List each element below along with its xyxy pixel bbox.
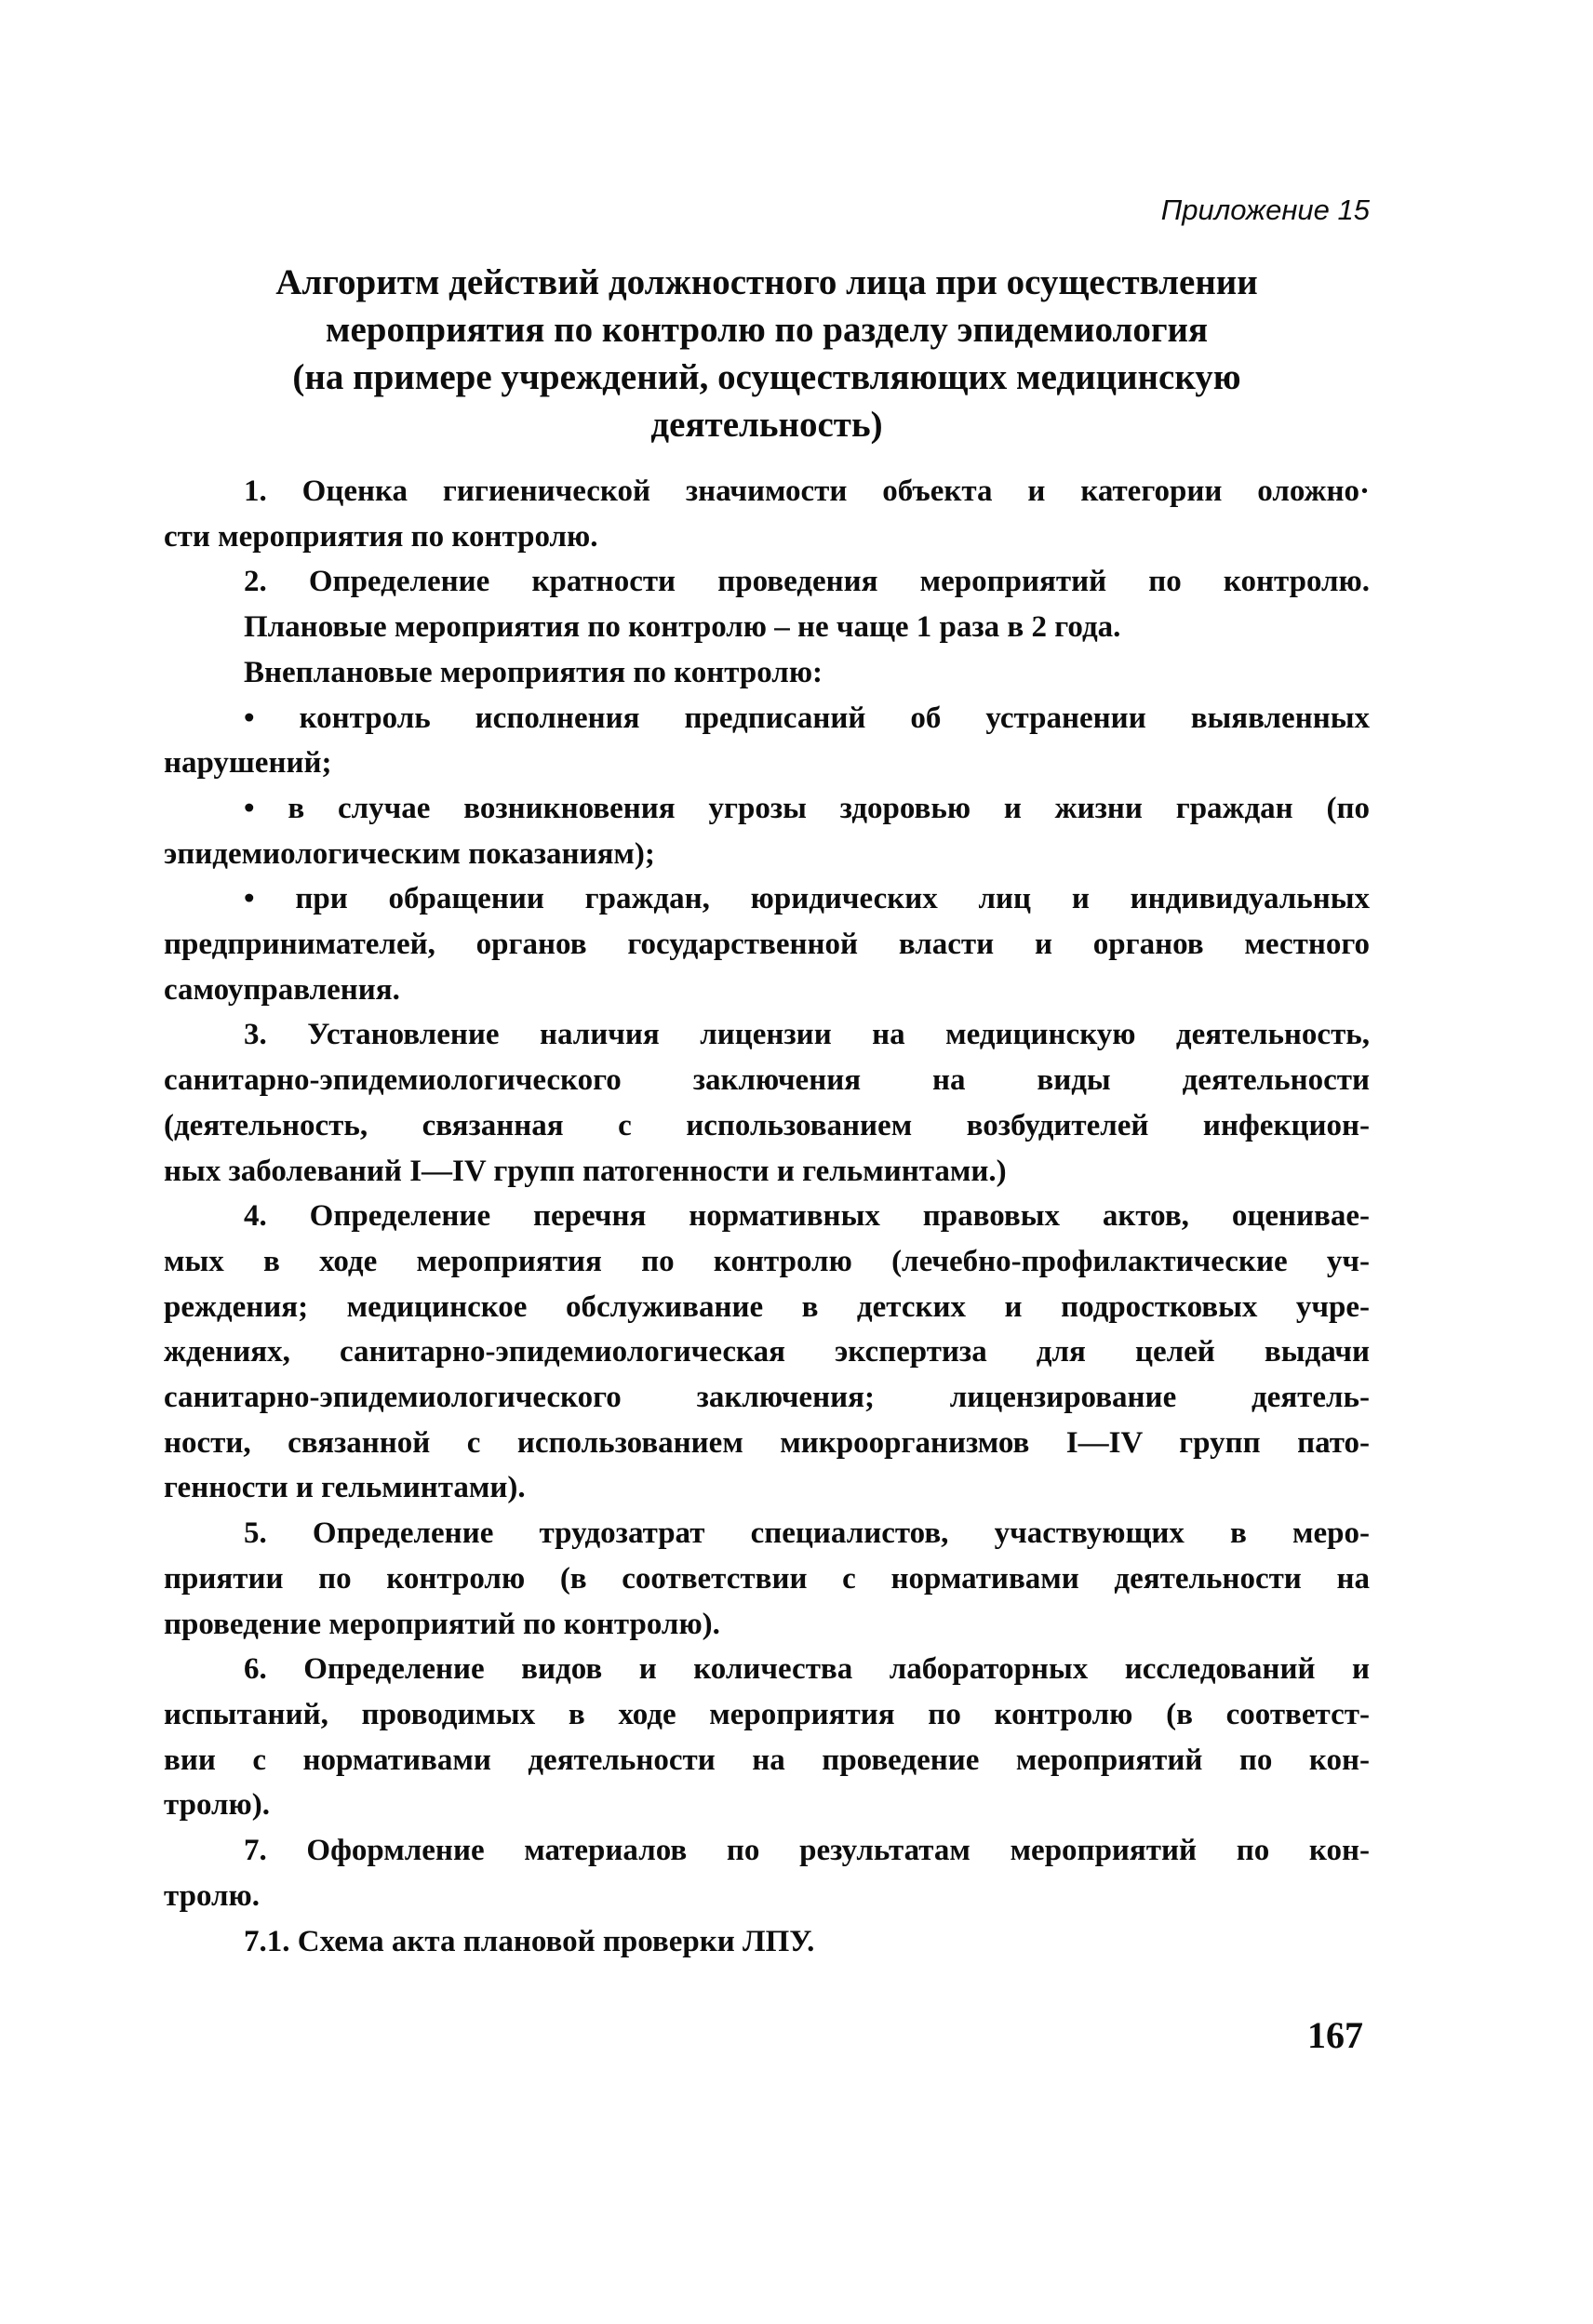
- document-body: [164, 469, 1370, 1964]
- text-line: Плановые мероприятия по контролю – не чаще 1 раза в 2 года.: [244, 610, 1121, 645]
- text-line: тролю.: [164, 1878, 261, 1913]
- text-line: 2. Определение кратности проведения мероприятий по контролю.: [244, 565, 1370, 599]
- text-line: сти мероприятия по контролю.: [164, 519, 598, 554]
- text-line: 6. Определение видов и количества лабораторных исследований и: [244, 1652, 1370, 1687]
- bullet-line: • контроль исполнения предписаний об устранении выявленных: [244, 701, 1370, 735]
- text-line: Внеплановые мероприятия по контролю:: [244, 655, 823, 689]
- text-line: ных заболеваний I—IV групп патогенности и гельминтами.): [164, 1154, 1007, 1188]
- title-line: деятельность): [650, 405, 883, 445]
- text-line: 7.1. Схема акта плановой проверки ЛПУ.: [244, 1924, 815, 1958]
- text-line: (деятельность, связанная с использованием возбудителей инфекцион-: [164, 1108, 1370, 1142]
- title-line: (на примере учреждений, осуществляющих медицинскую: [292, 357, 1241, 397]
- text-line: испытаний, проводимых в ходе мероприятия по контролю (в соответст-: [164, 1697, 1370, 1731]
- bullet-line: • при обращении граждан, юридических лиц и индивидуальных: [244, 882, 1370, 916]
- text-line: предпринимателей, органов государственной власти и органов местного: [164, 928, 1370, 962]
- text-line: тролю).: [164, 1788, 271, 1823]
- text-line: проведение мероприятий по контролю).: [164, 1607, 720, 1641]
- appendix-label: Приложение 15: [1160, 194, 1370, 226]
- text-line: вии с нормативами деятельности на проведение мероприятий по кон-: [164, 1743, 1370, 1777]
- text-line: ности, связанной с использованием микроорганизмов I—IV групп пато-: [164, 1425, 1370, 1460]
- text-line: приятии по контролю (в соответствии с нормативами деятельности на: [164, 1561, 1370, 1596]
- title-line: Алгоритм действий должностного лица при осуществлении: [275, 262, 1258, 302]
- text-line: мых в ходе мероприятия по контролю (лечебно-профилактические уч-: [164, 1244, 1370, 1278]
- text-line: самоуправления.: [164, 972, 400, 1007]
- page-number: 167: [1307, 2014, 1363, 2056]
- text-line: 3. Установление наличия лицензии на медицинскую деятельность,: [244, 1018, 1370, 1052]
- text-line: генности и гельминтами).: [164, 1471, 526, 1505]
- text-line: санитарно-эпидемиологического заключения на виды деятельности: [164, 1063, 1370, 1098]
- document-title: [164, 259, 1370, 448]
- text-line: 1. Оценка гигиенической значимости объекта и категории оложно·: [244, 474, 1370, 508]
- bullet-line: • в случае возникновения угрозы здоровью и жизни граждан (по: [244, 791, 1370, 825]
- text-line: реждения; медицинское обслуживание в детских и подростковых учре-: [164, 1289, 1370, 1324]
- text-line: 7. Оформление материалов по результатам мероприятий по кон-: [244, 1834, 1370, 1868]
- title-line: мероприятия по контролю по разделу эпидемиология: [325, 310, 1209, 350]
- text-line: ждениях, санитарно-эпидемиологическая экспертиза для целей выдачи: [164, 1335, 1370, 1369]
- text-line: 5. Определение трудозатрат специалистов, участвующих в меро-: [244, 1516, 1370, 1551]
- text-line: санитарно-эпидемиологического заключения; лицензирование деятель-: [164, 1381, 1370, 1415]
- text-line: 4. Определение перечня нормативных правовых актов, оценивае-: [244, 1199, 1370, 1234]
- text-line: эпидемиологическим показаниям);: [164, 836, 655, 871]
- text-line: нарушений;: [164, 746, 332, 781]
